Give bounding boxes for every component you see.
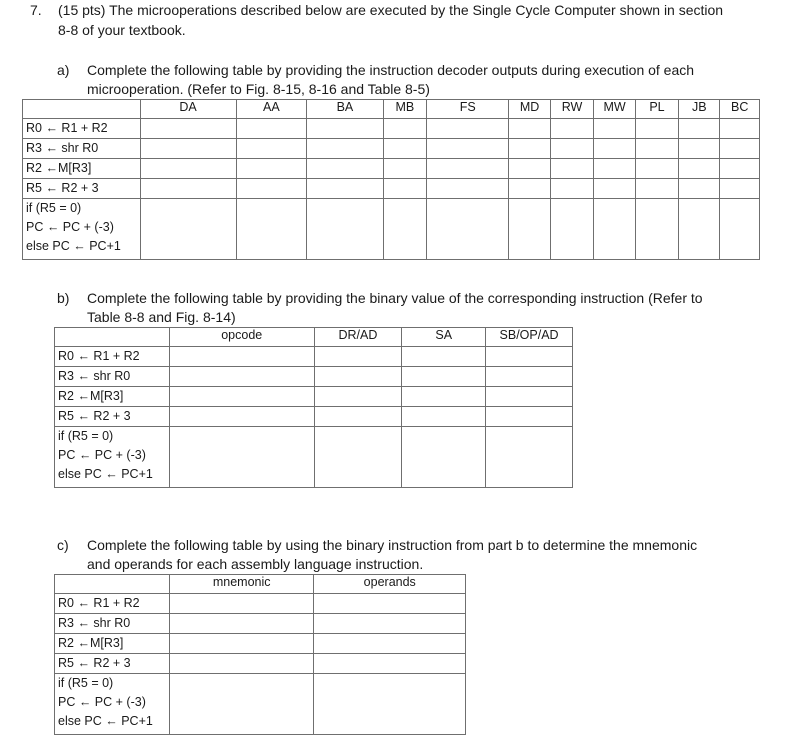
part-a-label: a) — [57, 62, 70, 78]
answer-cell[interactable] — [720, 119, 760, 139]
answer-cell[interactable] — [169, 634, 314, 654]
answer-cell[interactable] — [314, 594, 466, 614]
row-label: R0 ← R1 + R2 — [55, 594, 170, 614]
answer-cell[interactable] — [427, 119, 509, 139]
answer-cell[interactable] — [486, 387, 573, 407]
answer-cell[interactable] — [169, 407, 314, 427]
answer-cell[interactable] — [169, 367, 314, 387]
header-mnemonic: mnemonic — [169, 575, 314, 594]
answer-cell[interactable] — [169, 347, 314, 367]
row-label-branch — [55, 427, 170, 488]
answer-cell[interactable] — [509, 179, 550, 199]
part-b-line2: Table 8-8 and Fig. 8-14) — [87, 309, 236, 325]
row-label: else PC ← PC+1 — [58, 467, 153, 481]
header-mw: MW — [594, 100, 636, 119]
answer-cell[interactable] — [550, 179, 593, 199]
row-label: R2 ←M[R3] — [23, 159, 141, 179]
answer-cell[interactable] — [383, 159, 426, 179]
answer-cell[interactable] — [635, 119, 678, 139]
header-aa: AA — [236, 100, 307, 119]
header-pl: PL — [635, 100, 678, 119]
answer-cell[interactable] — [169, 614, 314, 634]
question-number: 7. — [30, 2, 42, 18]
table-c-corner — [55, 575, 170, 594]
table-row — [55, 614, 466, 634]
question-text — [58, 0, 793, 40]
answer-cell[interactable] — [236, 139, 307, 159]
answer-cell[interactable] — [720, 139, 760, 159]
row-label: R2 ←M[R3] — [55, 634, 170, 654]
header-dr-ad: DR/AD — [314, 328, 402, 347]
question-text-line2: 8-8 of your textbook. — [58, 22, 186, 38]
part-a-line1: Complete the following table by providing the instruction decoder outputs during execution of each — [87, 62, 695, 78]
answer-cell[interactable] — [383, 119, 426, 139]
table-c-header-row — [55, 575, 466, 594]
answer-cell[interactable] — [427, 139, 509, 159]
header-sa: SA — [402, 328, 486, 347]
answer-cell[interactable] — [509, 139, 550, 159]
table-row — [55, 634, 466, 654]
answer-cell[interactable] — [427, 159, 509, 179]
header-da: DA — [140, 100, 236, 119]
table-row — [55, 367, 573, 387]
answer-cell[interactable] — [679, 139, 720, 159]
answer-cell[interactable] — [307, 139, 384, 159]
answer-cell[interactable] — [594, 179, 636, 199]
table-row — [23, 159, 760, 179]
answer-cell[interactable] — [169, 594, 314, 614]
answer-cell[interactable] — [486, 347, 573, 367]
answer-cell[interactable] — [635, 159, 678, 179]
answer-cell[interactable] — [509, 119, 550, 139]
answer-cell[interactable] — [314, 634, 466, 654]
answer-cell[interactable] — [236, 199, 307, 260]
answer-cell[interactable] — [509, 199, 550, 260]
table-row — [55, 674, 466, 735]
answer-cell[interactable] — [720, 179, 760, 199]
answer-cell[interactable] — [140, 159, 236, 179]
answer-cell[interactable] — [314, 614, 466, 634]
part-c-line1: Complete the following table by using the binary instruction from part b to determine the mnemonic — [87, 537, 698, 553]
answer-cell[interactable] — [307, 159, 384, 179]
row-label: if (R5 = 0) — [58, 676, 114, 690]
header-fs: FS — [427, 100, 509, 119]
answer-cell[interactable] — [427, 199, 509, 260]
answer-cell[interactable] — [720, 199, 760, 260]
answer-cell[interactable] — [307, 199, 384, 260]
answer-cell[interactable] — [140, 179, 236, 199]
row-label: else PC ← PC+1 — [58, 714, 153, 728]
row-label: if (R5 = 0) — [58, 429, 114, 443]
answer-cell[interactable] — [635, 139, 678, 159]
answer-cell[interactable] — [550, 119, 593, 139]
table-row — [55, 347, 573, 367]
header-ba: BA — [307, 100, 384, 119]
answer-cell[interactable] — [169, 654, 314, 674]
row-label: PC ← PC + (-3) — [58, 695, 146, 709]
header-rw: RW — [550, 100, 593, 119]
answer-cell[interactable] — [140, 199, 236, 260]
row-label-branch — [55, 674, 170, 735]
answer-cell[interactable] — [550, 159, 593, 179]
row-label: R5 ← R2 + 3 — [23, 179, 141, 199]
answer-cell[interactable] — [236, 119, 307, 139]
header-bc: BC — [720, 100, 760, 119]
answer-cell[interactable] — [402, 427, 486, 488]
answer-cell[interactable] — [402, 407, 486, 427]
table-row — [23, 179, 760, 199]
answer-cell[interactable] — [383, 179, 426, 199]
row-label: R3 ← shr R0 — [55, 614, 170, 634]
answer-cell[interactable] — [679, 199, 720, 260]
table-row — [23, 119, 760, 139]
table-row — [55, 387, 573, 407]
answer-cell[interactable] — [550, 139, 593, 159]
row-label: R5 ← R2 + 3 — [55, 654, 170, 674]
binary-instruction-table — [54, 327, 573, 488]
header-sb-op-ad: SB/OP/AD — [486, 328, 573, 347]
table-row — [55, 654, 466, 674]
answer-cell[interactable] — [427, 179, 509, 199]
answer-cell[interactable] — [679, 179, 720, 199]
answer-cell[interactable] — [169, 674, 314, 735]
row-label: else PC ← PC+1 — [26, 239, 121, 253]
row-label: PC ← PC + (-3) — [26, 220, 114, 234]
table-row — [55, 427, 573, 488]
header-jb: JB — [679, 100, 720, 119]
answer-cell[interactable] — [550, 199, 593, 260]
answer-cell[interactable] — [402, 387, 486, 407]
answer-cell[interactable] — [679, 159, 720, 179]
answer-cell[interactable] — [314, 387, 402, 407]
answer-cell[interactable] — [140, 119, 236, 139]
table-a-header-row — [23, 100, 760, 119]
row-label: R3 ← shr R0 — [55, 367, 170, 387]
table-row — [55, 407, 573, 427]
answer-cell[interactable] — [236, 159, 307, 179]
answer-cell[interactable] — [314, 407, 402, 427]
mnemonic-table — [54, 574, 466, 735]
answer-cell[interactable] — [307, 119, 384, 139]
answer-cell[interactable] — [314, 654, 466, 674]
decoder-outputs-table — [22, 99, 760, 260]
answer-cell[interactable] — [679, 119, 720, 139]
row-label: if (R5 = 0) — [26, 201, 82, 215]
answer-cell[interactable] — [314, 367, 402, 387]
answer-cell[interactable] — [720, 159, 760, 179]
answer-cell[interactable] — [486, 367, 573, 387]
question-text-line1: (15 pts) The microoperations described below are executed by the Single Cycle Computer shown in section — [58, 2, 724, 18]
answer-cell[interactable] — [314, 674, 466, 735]
table-b-header-row — [55, 328, 573, 347]
answer-cell[interactable] — [314, 427, 402, 488]
answer-cell[interactable] — [402, 367, 486, 387]
answer-cell[interactable] — [509, 159, 550, 179]
answer-cell[interactable] — [383, 139, 426, 159]
answer-cell[interactable] — [169, 387, 314, 407]
answer-cell[interactable] — [594, 159, 636, 179]
row-label: PC ← PC + (-3) — [58, 448, 146, 462]
header-md: MD — [509, 100, 550, 119]
answer-cell[interactable] — [594, 199, 636, 260]
part-b-line1: Complete the following table by providing the binary value of the corresponding instruction (Refer to — [87, 290, 703, 306]
answer-cell[interactable] — [402, 347, 486, 367]
answer-cell[interactable] — [594, 139, 636, 159]
row-label-branch — [23, 199, 141, 260]
row-label: R0 ← R1 + R2 — [23, 119, 141, 139]
answer-cell[interactable] — [635, 199, 678, 260]
table-row — [23, 199, 760, 260]
table-b-corner — [55, 328, 170, 347]
row-label: R2 ←M[R3] — [55, 387, 170, 407]
answer-cell[interactable] — [383, 199, 426, 260]
header-mb: MB — [383, 100, 426, 119]
answer-cell[interactable] — [140, 139, 236, 159]
part-b-label: b) — [57, 290, 70, 306]
answer-cell[interactable] — [307, 179, 384, 199]
part-c-label: c) — [57, 537, 69, 553]
answer-cell[interactable] — [169, 427, 314, 488]
table-row — [23, 139, 760, 159]
answer-cell[interactable] — [594, 119, 636, 139]
header-opcode: opcode — [169, 328, 314, 347]
table-a-corner — [23, 100, 141, 119]
header-operands: operands — [314, 575, 466, 594]
answer-cell[interactable] — [314, 347, 402, 367]
row-label: R3 ← shr R0 — [23, 139, 141, 159]
table-row — [55, 594, 466, 614]
part-c-line2: and operands for each assembly language instruction. — [87, 556, 424, 572]
answer-cell[interactable] — [635, 179, 678, 199]
part-a-line2: microoperation. (Refer to Fig. 8-15, 8-16 and Table 8-5) — [87, 81, 430, 97]
answer-cell[interactable] — [236, 179, 307, 199]
row-label: R0 ← R1 + R2 — [55, 347, 170, 367]
answer-cell[interactable] — [486, 427, 573, 488]
row-label: R5 ← R2 + 3 — [55, 407, 170, 427]
answer-cell[interactable] — [486, 407, 573, 427]
